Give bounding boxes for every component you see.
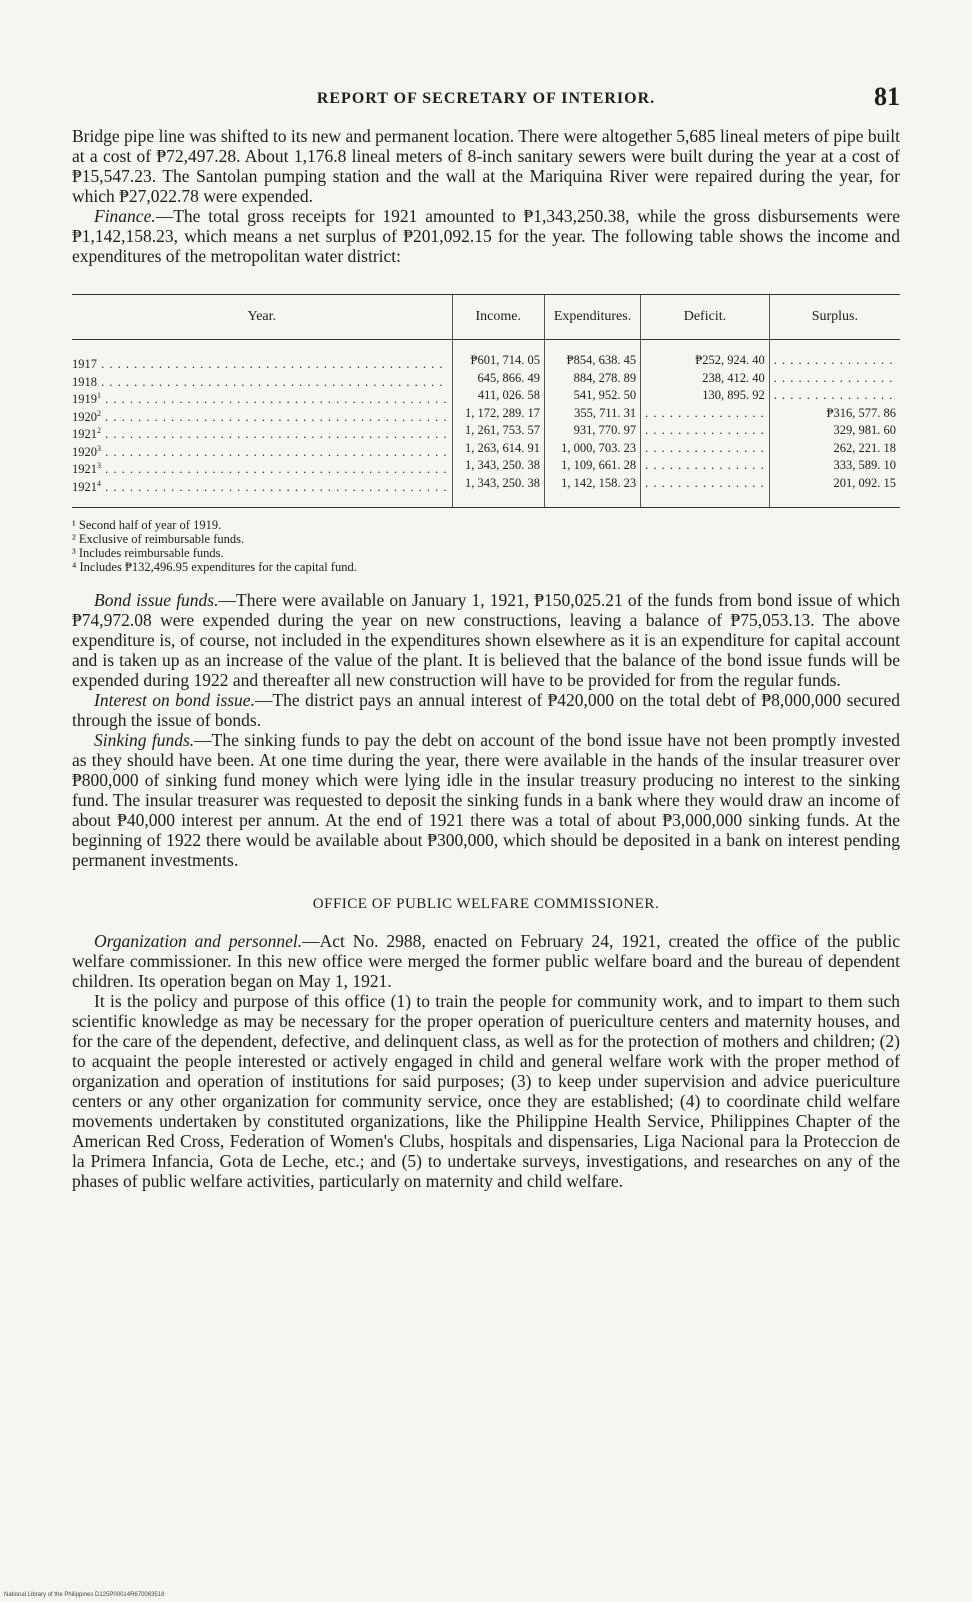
leader-dots: . . . . . . . . . . . . . . . . . . . . . . . . . . . . . . . . . . . . . . . . . . [101,409,448,424]
cell-expenditures: 931, 770. 97 [544,424,640,442]
cell-year-footnote-mark: 2 [97,408,101,418]
cell-surplus: 262, 221. 18 [769,442,900,460]
cell-year-text: 1920 [72,409,97,424]
table-row [72,372,900,390]
cell-year [72,407,452,425]
cell-surplus: 329, 981. 60 [769,424,900,442]
runin-organization: Organization and personnel. [94,930,303,951]
cell-year-text: 1917 [72,357,97,372]
cell-surplus: 333, 589. 10 [769,459,900,477]
table-spacer-row [72,340,900,355]
paragraph-sinking-funds [72,730,900,870]
cell-year-text: 1919 [72,392,97,407]
paragraph-policy: It is the policy and purpose of this office (1) to train the people for community work, and to impart to them such scientific knowledge as may be necessary for the proper operation of puericulture centers and maternity houses, and for the care of the dependent, defective, and delinquent class, as well as for the protection of mothers and children; (2) to acquaint the people interested or actively engaged in child and general welfare work with the proper method of organization and operation of institutions for said purposes; (3) to keep under supervision and advice puericulture centers or any other organization for community service, once they are established; (4) to coordinate child welfare movements undertaken by constituted organizations, like the Philippine Health Service, Philippines Chapter of the American Red Cross, Federation of Women's Clubs, hospitals and dispensaries, Liga Nacional para la Proteccion de la Primera Infancia, Gota de Leche, etc.; and (5) to undertake surveys, investigations, and researches on any of the phases of public welfare activities, particularly on maternity and child welfare. [72,990,900,1191]
cell-deficit: . . . . . . . . . . . . . . . [641,459,770,477]
footnote-3: ³ Includes reimbursable funds. [72,545,224,560]
cell-surplus: . . . . . . . . . . . . . . . [769,354,900,372]
cell-year-footnote-mark: 3 [97,461,101,471]
runin-interest: Interest on bond issue. [94,689,255,710]
sinking-funds-text: —The sinking funds to pay the debt on account of the bond issue have not been promptly invested as they should have been. At one time during the year, there were available in the hands of the insular treasurer over ₱800,000 of sinking fund money which were lying idle in the insular treasury producing no interest to the sinking fund. The insular treasurer was requested to deposit the sinking funds in a bank where they would draw an income of about ₱40,000 interest per annum. At the end of 1921 there was a total of about ₱3,000,000 sinking funds. At the beginning of 1922 there would be available about ₱300,000, which should be deposited in a bank on interest pending permanent investments. [72,729,900,870]
table-header-row [72,295,900,340]
header-surplus: Surplus. [769,295,900,340]
cell-deficit: ₱252, 924. 40 [641,354,770,372]
cell-year-footnote-mark: 3 [97,443,101,453]
running-title: REPORT OF SECRETARY OF INTERIOR. [316,90,656,107]
header-year: Year. [72,295,452,340]
paragraph-organization [72,931,900,991]
cell-deficit: . . . . . . . . . . . . . . . [641,407,770,425]
cell-income: 1, 263, 614. 91 [452,442,544,460]
cell-year-text: 1921 [72,480,97,495]
cell-expenditures: 884, 278. 89 [544,372,640,390]
cell-deficit: 238, 412. 40 [641,372,770,390]
cell-income: 411, 026. 58 [452,389,544,407]
document-page [72,80,900,1191]
library-imprint: National Library of the Philippines D125P00014R670063518 [4,1592,165,1598]
table-row [72,424,900,442]
cell-income: ₱601, 714. 05 [452,354,544,372]
interest-text: —The district pays an annual interest of ₱420,000 on the total debt of ₱8,000,000 secured through the issue of bonds. [72,689,901,730]
leader-dots: . . . . . . . . . . . . . . . . . . . . . . . . . . . . . . . . . . . . . . . . . . [101,444,448,459]
cell-surplus: . . . . . . . . . . . . . . . [769,372,900,390]
cell-surplus: . . . . . . . . . . . . . . . [769,389,900,407]
paragraph-pipe-line: Bridge pipe line was shifted to its new and permanent location. There were altogether 5,685 lineal meters of pipe built at a cost of ₱72,497.28. About 1,176.8 lineal meters of 8-inch sanitary sewers were built during the year at a cost of ₱15,547.23. The Santolan pumping station and the wall at the Mariquina River were repaired during the year, for which ₱27,022.78 were expended. [72,126,900,206]
cell-year-footnote-mark: 1 [97,391,101,401]
cell-year [72,372,452,390]
leader-dots: . . . . . . . . . . . . . . . . . . . . . . . . . . . . . . . . . . . . . . . . . . [101,480,448,495]
table-row [72,459,900,477]
cell-deficit: . . . . . . . . . . . . . . . [641,477,770,507]
section-heading: OFFICE OF PUBLIC WELFARE COMMISSIONER. [312,895,660,912]
leader-dots: . . . . . . . . . . . . . . . . . . . . . . . . . . . . . . . . . . . . . . . . . . [101,462,448,477]
cell-expenditures: ₱854, 638. 45 [544,354,640,372]
cell-deficit: 130, 895. 92 [641,389,770,407]
running-head [72,80,900,112]
header-income: Income. [452,295,544,340]
table-row [72,407,900,425]
cell-year-footnote-mark: 4 [97,478,101,488]
cell-surplus: ₱316, 577. 86 [769,407,900,425]
table-row [72,354,900,372]
water-district-table [72,294,900,508]
cell-year [72,459,452,477]
cell-year [72,424,452,442]
cell-expenditures: 1, 000, 703. 23 [544,442,640,460]
cell-expenditures: 1, 109, 661. 28 [544,459,640,477]
table-row [72,389,900,407]
leader-dots: . . . . . . . . . . . . . . . . . . . . . . . . . . . . . . . . . . . . . . . . . . [101,427,448,442]
footnotes [72,518,900,574]
cell-year-text: 1921 [72,462,97,477]
cell-income: 1, 343, 250. 38 [452,477,544,507]
table-row [72,442,900,460]
runin-finance: Finance. [94,206,156,226]
footnote-2: ² Exclusive of reimbursable funds. [72,531,245,546]
cell-income: 1, 343, 250. 38 [452,459,544,477]
cell-year-text: 1920 [72,444,97,459]
page-number: 81 [874,82,900,111]
cell-year-text: 1921 [72,427,97,442]
cell-expenditures: 541, 952. 50 [544,389,640,407]
footnote-4: ⁴ Includes ₱132,496.95 expenditures for the capital fund. [72,559,357,574]
table-body [72,340,900,508]
cell-year [72,477,452,507]
cell-income: 1, 261, 753. 57 [452,424,544,442]
cell-income: 645, 866. 49 [452,372,544,390]
cell-income: 1, 172, 289. 17 [452,407,544,425]
cell-expenditures: 355, 711. 31 [544,407,640,425]
cell-year [72,354,452,372]
paragraph-interest [72,690,900,730]
organization-text: —Act No. 2988, enacted on February 24, 1921, created the office of the public welfare commissioner. In this new office were merged the former public welfare board and the bureau of dependent children. Its operation began on May 1, 1921. [72,930,900,991]
cell-surplus: 201, 092. 15 [769,477,900,507]
cell-year [72,442,452,460]
cell-expenditures: 1, 142, 158. 23 [544,477,640,507]
table-row [72,477,900,507]
leader-dots: . . . . . . . . . . . . . . . . . . . . . . . . . . . . . . . . . . . . . . . . . . [101,392,448,407]
cell-year [72,389,452,407]
header-deficit: Deficit. [641,295,770,340]
cell-deficit: . . . . . . . . . . . . . . . [641,424,770,442]
paragraph-bond-issue [72,590,900,690]
cell-year-footnote-mark: 2 [97,426,101,436]
cell-year-text: 1918 [72,374,97,389]
header-expenditures: Expenditures. [544,295,640,340]
bond-issue-text: —There were available on January 1, 1921, ₱150,025.21 of the funds from bond issue of which ₱74,972.08 were expended during the year on new constructions, leaving a balance of ₱75,053.13. The above expenditure is, of course, not included in the expenditures shown elsewhere as it is an expenditure for capital account and is taken up as an increase of the value of the plant. It is believed that the balance of the bond issue funds will be expended during 1922 and thereafter all new construction will have to be provided for from the regular funds. [72,589,900,690]
cell-deficit: . . . . . . . . . . . . . . . [641,442,770,460]
runin-bond-issue: Bond issue funds. [94,589,219,610]
paragraph-finance [72,206,900,266]
leader-dots: . . . . . . . . . . . . . . . . . . . . . . . . . . . . . . . . . . . . . . . . . . [97,357,444,372]
runin-sinking-funds: Sinking funds. [94,729,195,750]
finance-text: —The total gross receipts for 1921 amounted to ₱1,343,250.38, while the gross disbursements were ₱1,142,158.23, which means a net surplus of ₱201,092.15 for the year. The following table shows the income and expenditures of the metropolitan water district: [72,206,900,266]
leader-dots: . . . . . . . . . . . . . . . . . . . . . . . . . . . . . . . . . . . . . . . . . . [97,374,444,389]
footnote-1: ¹ Second half of year of 1919. [72,517,222,532]
